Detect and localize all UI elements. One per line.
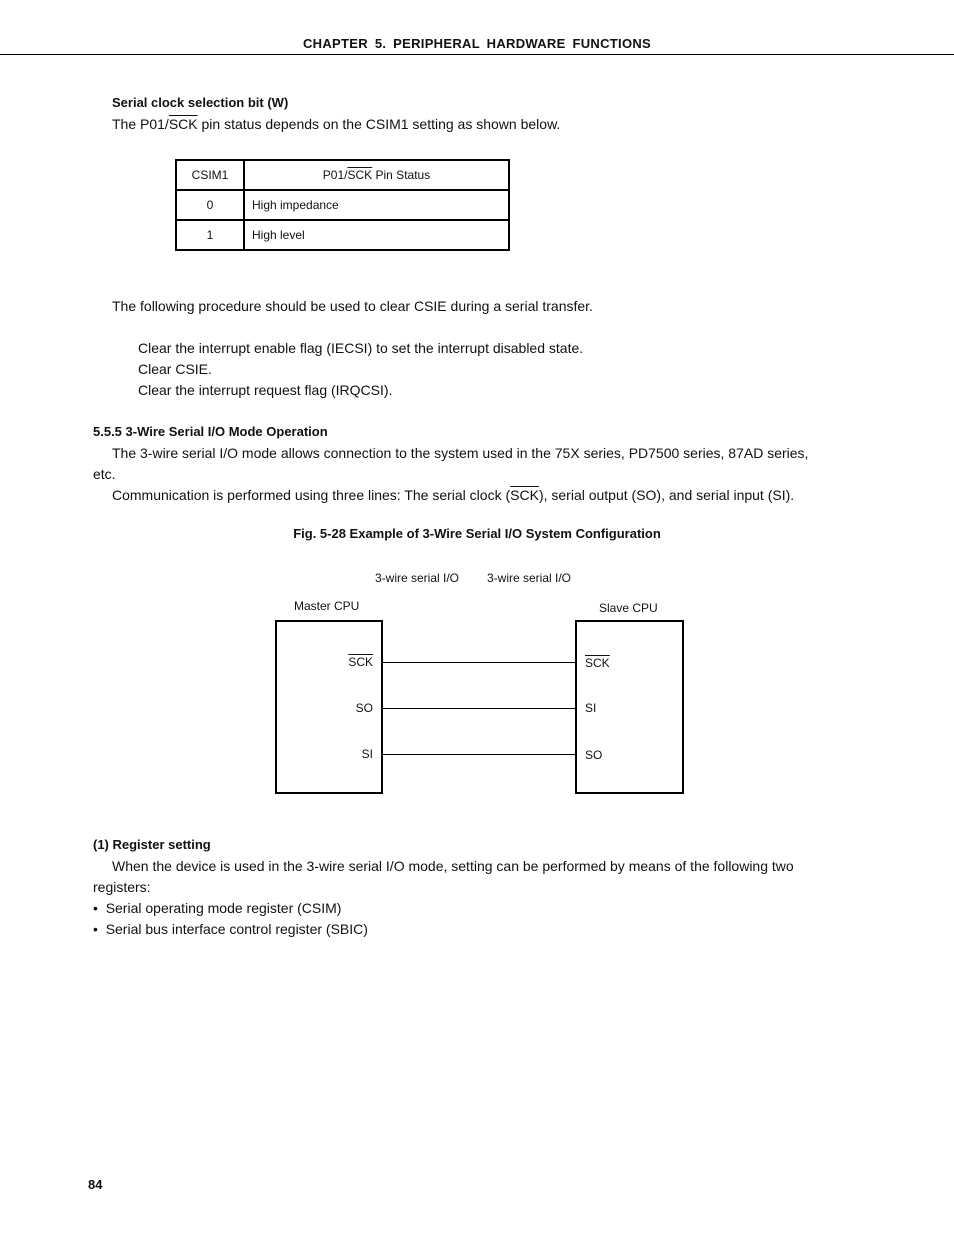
- col-header-csim1: CSIM1: [176, 160, 244, 190]
- figure-caption: Fig. 5-28 Example of 3-Wire Serial I/O System Configuration: [293, 526, 661, 541]
- bullet-icon: •: [93, 921, 106, 937]
- serial-clock-heading: Serial clock selection bit (W): [112, 95, 289, 110]
- bullet-text: Serial operating mode register (CSIM): [105, 900, 342, 916]
- so-si-wire: [383, 708, 575, 709]
- slave-cpu-label: Slave CPU: [599, 601, 658, 615]
- register-setting-heading: (1) Register setting: [93, 837, 211, 852]
- para2-prefix: Communication is performed using three lines: The serial clock (: [112, 487, 511, 503]
- section-para1-line2: etc.: [93, 466, 116, 482]
- procedure-intro: The following procedure should be used to clear CSIE during a serial transfer.: [112, 298, 593, 314]
- desc-prefix: The P01/: [112, 116, 169, 132]
- para2-sck: $\overline{SCK}$: [510, 487, 539, 503]
- section-para1-line1: The 3-wire serial I/O mode allows connection to the system used in the 75X series, PD7500 series, 87AD series,: [112, 445, 809, 461]
- section-para2: [112, 487, 794, 503]
- table-header-row: [176, 160, 509, 190]
- table-cell-status: High level: [244, 220, 509, 250]
- table-row: [176, 220, 509, 250]
- bullet-text: Serial bus interface control register (SBIC): [105, 921, 368, 937]
- master-cpu-label: Master CPU: [294, 599, 360, 613]
- procedure-step: Clear the interrupt request flag (IRQCSI).: [138, 382, 393, 398]
- slave-pin-sck: $\overline{SCK}$: [585, 656, 610, 670]
- page-number: 84: [88, 1177, 103, 1192]
- table-cell-csim1: 1: [176, 220, 244, 250]
- si-so-wire: [383, 754, 575, 755]
- para2-suffix: ), serial output (SO), and serial input (SI).: [538, 487, 795, 503]
- procedure-step: Clear CSIE.: [138, 361, 212, 377]
- desc-suffix: pin status depends on the CSIM1 setting as shown below.: [197, 116, 561, 132]
- label-left-io: 3-wire serial I/O: [375, 571, 460, 585]
- table-cell-csim1: 0: [176, 190, 244, 220]
- list-item: [93, 921, 368, 937]
- label-right-io: 3-wire serial I/O: [487, 571, 572, 585]
- procedure-step: Clear the interrupt enable flag (IECSI) to set the interrupt disabled state.: [138, 340, 584, 356]
- section-heading: 5.5.5 3-Wire Serial I/O Mode Operation: [93, 424, 328, 439]
- pin-status-table: [175, 159, 510, 251]
- table-cell-status: High impedance: [244, 190, 509, 220]
- register-para-line1: When the device is used in the 3-wire serial I/O mode, setting can be performed by means of the following two: [112, 858, 794, 874]
- master-pin-si: SI: [361, 747, 373, 761]
- table-row: [176, 190, 509, 220]
- serial-clock-desc: [112, 116, 560, 132]
- master-pin-so: SO: [355, 701, 373, 715]
- slave-pin-so: SO: [585, 748, 603, 762]
- header-rule: [0, 54, 954, 55]
- bullet-icon: •: [93, 900, 106, 916]
- col-header-prefix: P01/: [322, 168, 348, 182]
- list-item: [93, 900, 341, 916]
- sck-overline: $\overline{SCK}$: [168, 116, 198, 132]
- col-header-suffix: Pin Status: [372, 168, 431, 182]
- col-header-pin-status: [244, 160, 509, 190]
- master-pin-sck: $\overline{SCK}$: [348, 655, 373, 669]
- sck-wire: [383, 662, 575, 663]
- chapter-header: CHAPTER 5. PERIPHERAL HARDWARE FUNCTIONS: [302, 36, 652, 51]
- register-para-line2: registers:: [93, 879, 151, 895]
- col-header-sck: $\overline{SCK}$: [347, 168, 373, 182]
- slave-pin-si: SI: [585, 701, 597, 715]
